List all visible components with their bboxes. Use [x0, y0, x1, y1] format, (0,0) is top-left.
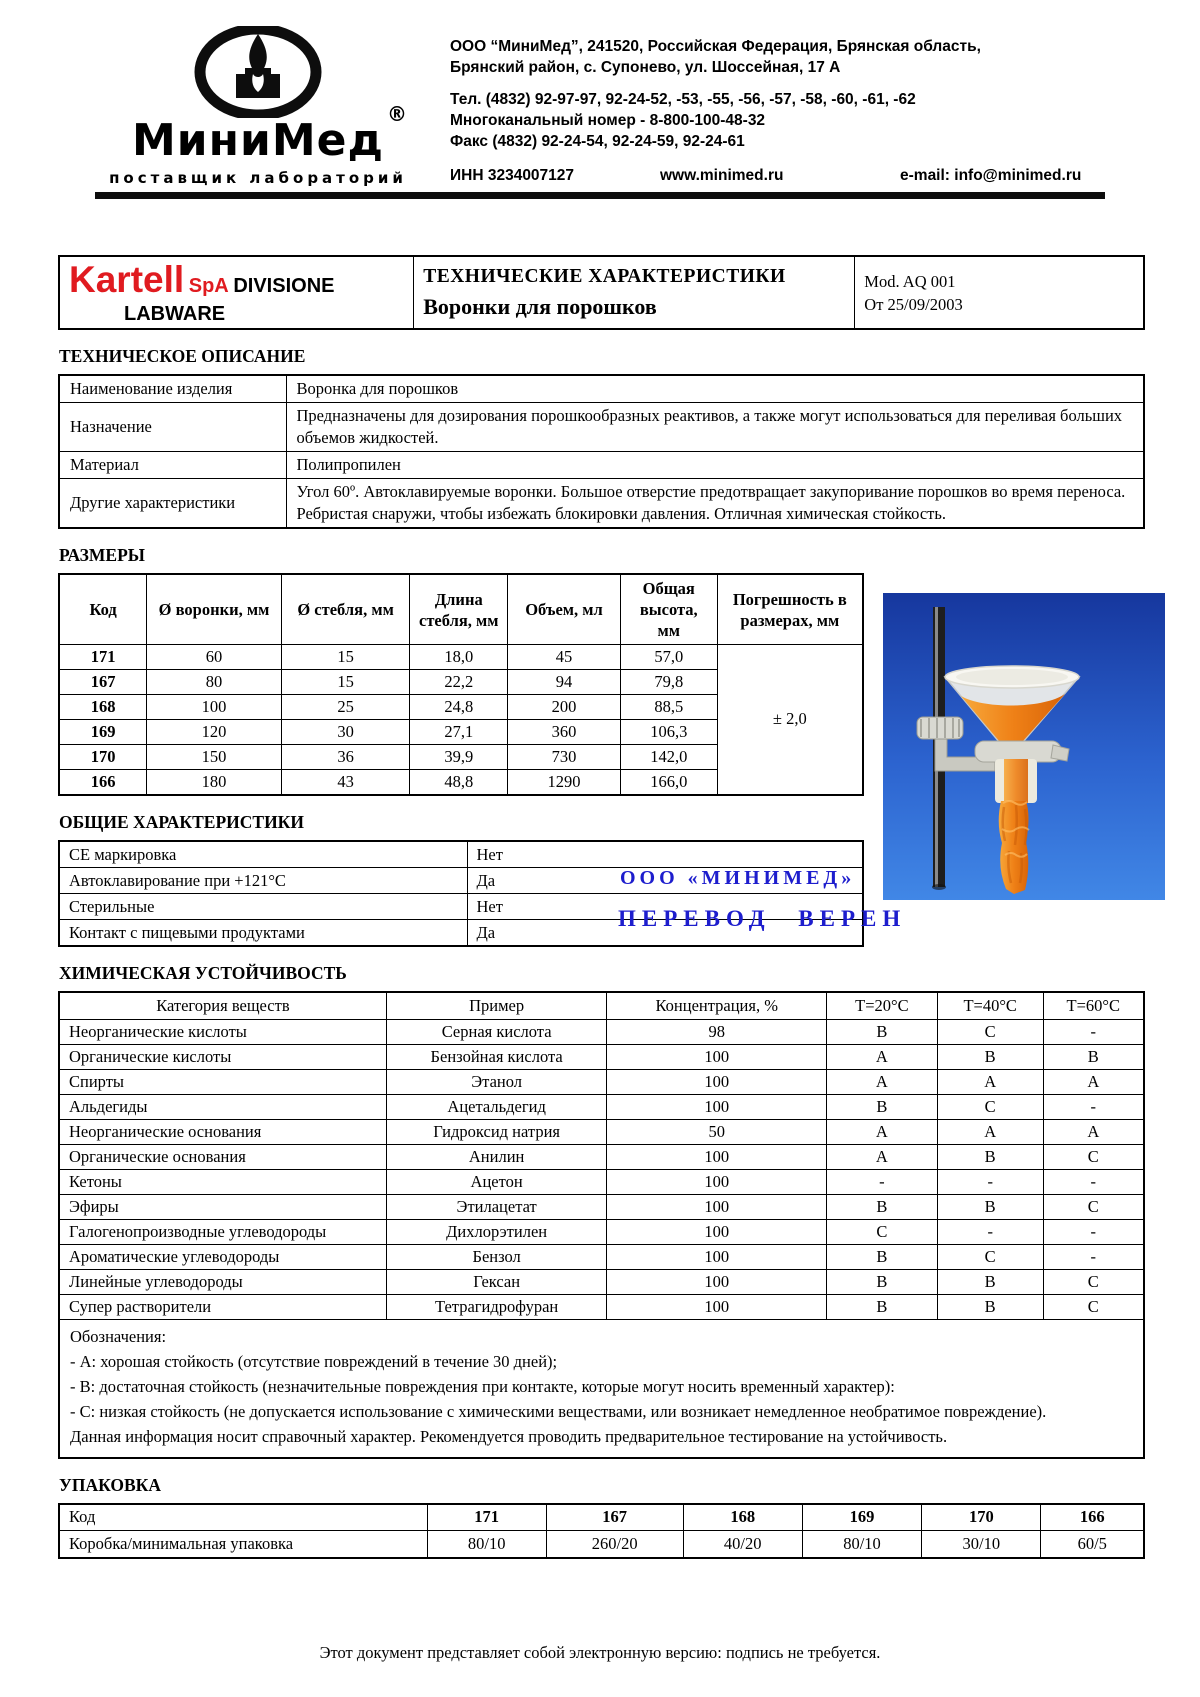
company-address-line: Брянский район, с. Супонево, ул. Шоссейная, 17 А: [450, 59, 841, 76]
tolerance-cell: ± 2,0: [717, 645, 863, 795]
table-row: Альдегиды Ацетальдегид 100 В С -: [59, 1094, 1144, 1119]
legend-notes: [59, 1319, 1144, 1458]
table-row: Неорганические кислоты Серная кислота 98 В С -: [59, 1019, 1144, 1044]
table-row: Эфиры Этилацетат 100 В В С: [59, 1194, 1144, 1219]
registered-mark: ®: [387, 102, 408, 126]
model-date-cell: [855, 256, 1144, 329]
table-row: 166 180 43 48,8 1290 166,0: [59, 770, 863, 795]
table-row: СЕ маркировка Нет: [59, 841, 863, 868]
table-row: Стерильные Нет: [59, 893, 863, 919]
table-row: Супер растворители Тетрагидрофуран 100 В В С: [59, 1294, 1144, 1319]
table-row: 167 80 15 22,2 94 79,8: [59, 670, 863, 695]
table-row: 170 150 36 39,9 730 142,0: [59, 745, 863, 770]
section-heading-tech-desc: ТЕХНИЧЕСКОЕ ОПИСАНИЕ: [59, 346, 306, 367]
logo-brand-text: МиниМед ®: [131, 102, 408, 166]
packing-table: [58, 1503, 1145, 1559]
table-row: Органические кислоты Бензойная кислота 100 А В В: [59, 1044, 1144, 1069]
table-row: Кетоны Ацетон 100 - - -: [59, 1169, 1144, 1194]
phone-line: Многоканальный номер - 8-800-100-48-32: [450, 112, 766, 129]
clamp-knob: [917, 717, 963, 739]
table-row: [59, 1319, 1144, 1458]
chemical-resistance-table: [58, 991, 1145, 1459]
inn-number: ИНН 3234007127: [450, 167, 575, 184]
doc-title-line1: ТЕХНИЧЕСКИЕ ХАРАКТЕРИСТИКИ: [423, 265, 786, 287]
email-link[interactable]: e-mail: info@minimed.ru: [900, 167, 1082, 184]
model-number: Mod. AQ 001: [864, 271, 956, 291]
table-row: Материал Полипропилен: [59, 452, 1144, 479]
sizes-table: [58, 573, 864, 796]
kartell-logo-cell: [59, 256, 414, 329]
legend-line: - С: низкая стойкость (не допускается использование с химическими веществами, или возникает немедленное необратимое повреждение).: [70, 1401, 1047, 1421]
letterhead: [58, 26, 1145, 187]
website-link[interactable]: www.minimed.ru: [660, 167, 784, 184]
footer-note: Этот документ представляет собой электронную версию: подпись не требуется.: [319, 1643, 881, 1662]
document-title-cell: [414, 256, 855, 329]
legend-line: Обозначения:: [70, 1326, 167, 1346]
title-block: [58, 255, 1145, 330]
funnel-on-stand-photo: [883, 593, 1165, 900]
section-heading-packing: УПАКОВКА: [59, 1474, 161, 1495]
company-info: [450, 26, 1081, 186]
tech-description-table: [58, 374, 1145, 529]
table-row: Наименование изделия Воронка для порошков: [59, 375, 1144, 403]
header-divider-bar: [95, 192, 1105, 199]
table-row: Неорганические основания Гидроксид натрия 50 А А А: [59, 1119, 1144, 1144]
translation-verified-stamp: ПЕРЕВОД ВЕРЕН: [618, 905, 907, 931]
minimed-logo: [58, 26, 418, 187]
table-row: Контакт с пищевыми продуктами Да: [59, 919, 863, 946]
phone-line: Факс (4832) 92-24-54, 92-24-59, 92-24-61: [450, 133, 745, 150]
legend-line: - А: хорошая стойкость (отсутствие повреждений в течение 30 дней);: [70, 1351, 558, 1371]
section-heading-chemical: ХИМИЧЕСКАЯ УСТОЙЧИВОСТЬ: [59, 962, 347, 983]
table-row: Линейные углеводороды Гексан 100 В В С: [59, 1269, 1144, 1294]
kartell-labware: LABWARE: [124, 303, 226, 326]
section-heading-sizes: РАЗМЕРЫ: [59, 545, 145, 566]
table-row: 171 60 15 18,0 45 57,0 ± 2,0: [59, 645, 863, 670]
table-row: Другие характеристики Угол 60º. Автоклавируемые воронки. Большое отверстие предотвращает закупоривание порошков во время переноса. Ребристая снаружи, чтобы избежать блокировки давления. Отличная химическая стойкость.: [59, 479, 1144, 529]
table-row: Галогенопроизводные углеводороды Дихлорэтилен 100 С - -: [59, 1219, 1144, 1244]
section-heading-general: ОБЩИЕ ХАРАКТЕРИСТИКИ: [59, 811, 304, 832]
table-row: Назначение Предназначены для дозирования порошкообразных реактивов, а также могут использоваться для переливая больших объемов жидкостей.: [59, 403, 1144, 452]
kartell-brand: Kartell: [69, 259, 185, 301]
table-header-row: Код 171 167 168 169 170 166: [59, 1504, 1144, 1531]
document-date: От 25/09/2003: [864, 294, 963, 314]
legend-line: - В: достаточная стойкость (незначительные повреждения при контакте, которые могут носить временный характер):: [70, 1376, 895, 1396]
table-row: 168 100 25 24,8 200 88,5: [59, 695, 863, 720]
company-address-line: ООО “МиниМед”, 241520, Российская Федерация, Брянская область,: [450, 38, 981, 55]
phone-line: Тел. (4832) 92-97-97, 92-24-52, -53, -55, -56, -57, -58, -60, -61, -62: [450, 91, 916, 108]
table-row: Ароматические углеводороды Бензол 100 В С -: [59, 1244, 1144, 1269]
table-row: 169 120 30 27,1 360 106,3: [59, 720, 863, 745]
kartell-divisione: DIVISIONE: [233, 275, 335, 298]
table-row: Автоклавирование при +121°С Да: [59, 867, 863, 893]
table-row: Спирты Этанол 100 А А А: [59, 1069, 1144, 1094]
logo-tagline: поставщик лабораторий: [109, 169, 407, 188]
funnel-holder-ring: [975, 741, 1061, 762]
table-header-row: Категория веществ Пример Концентрация, % Т=20°С Т=40°С Т=60°С: [59, 992, 1144, 1020]
minimed-stamp: ООО «МИНИМЕД»: [620, 866, 856, 889]
kartell-spa: SpA: [188, 275, 229, 298]
doc-title-line2: Воронки для порошков: [423, 293, 657, 319]
table-row: Коробка/минимальная упаковка 80/10 260/20 40/20 80/10 30/10 60/5: [59, 1531, 1144, 1558]
legend-line: Данная информация носит справочный характер. Рекомендуется проводить предварительное тестирование на устойчивость.: [70, 1426, 948, 1446]
table-header-row: Код Ø воронки, мм Ø стебля, мм Длина стебля, мм Объем, мл Общая высота, мм Погрешность в размерах, мм: [59, 574, 863, 645]
table-row: Органические основания Анилин 100 А В С: [59, 1144, 1144, 1169]
candle-logo-icon: [173, 26, 343, 118]
